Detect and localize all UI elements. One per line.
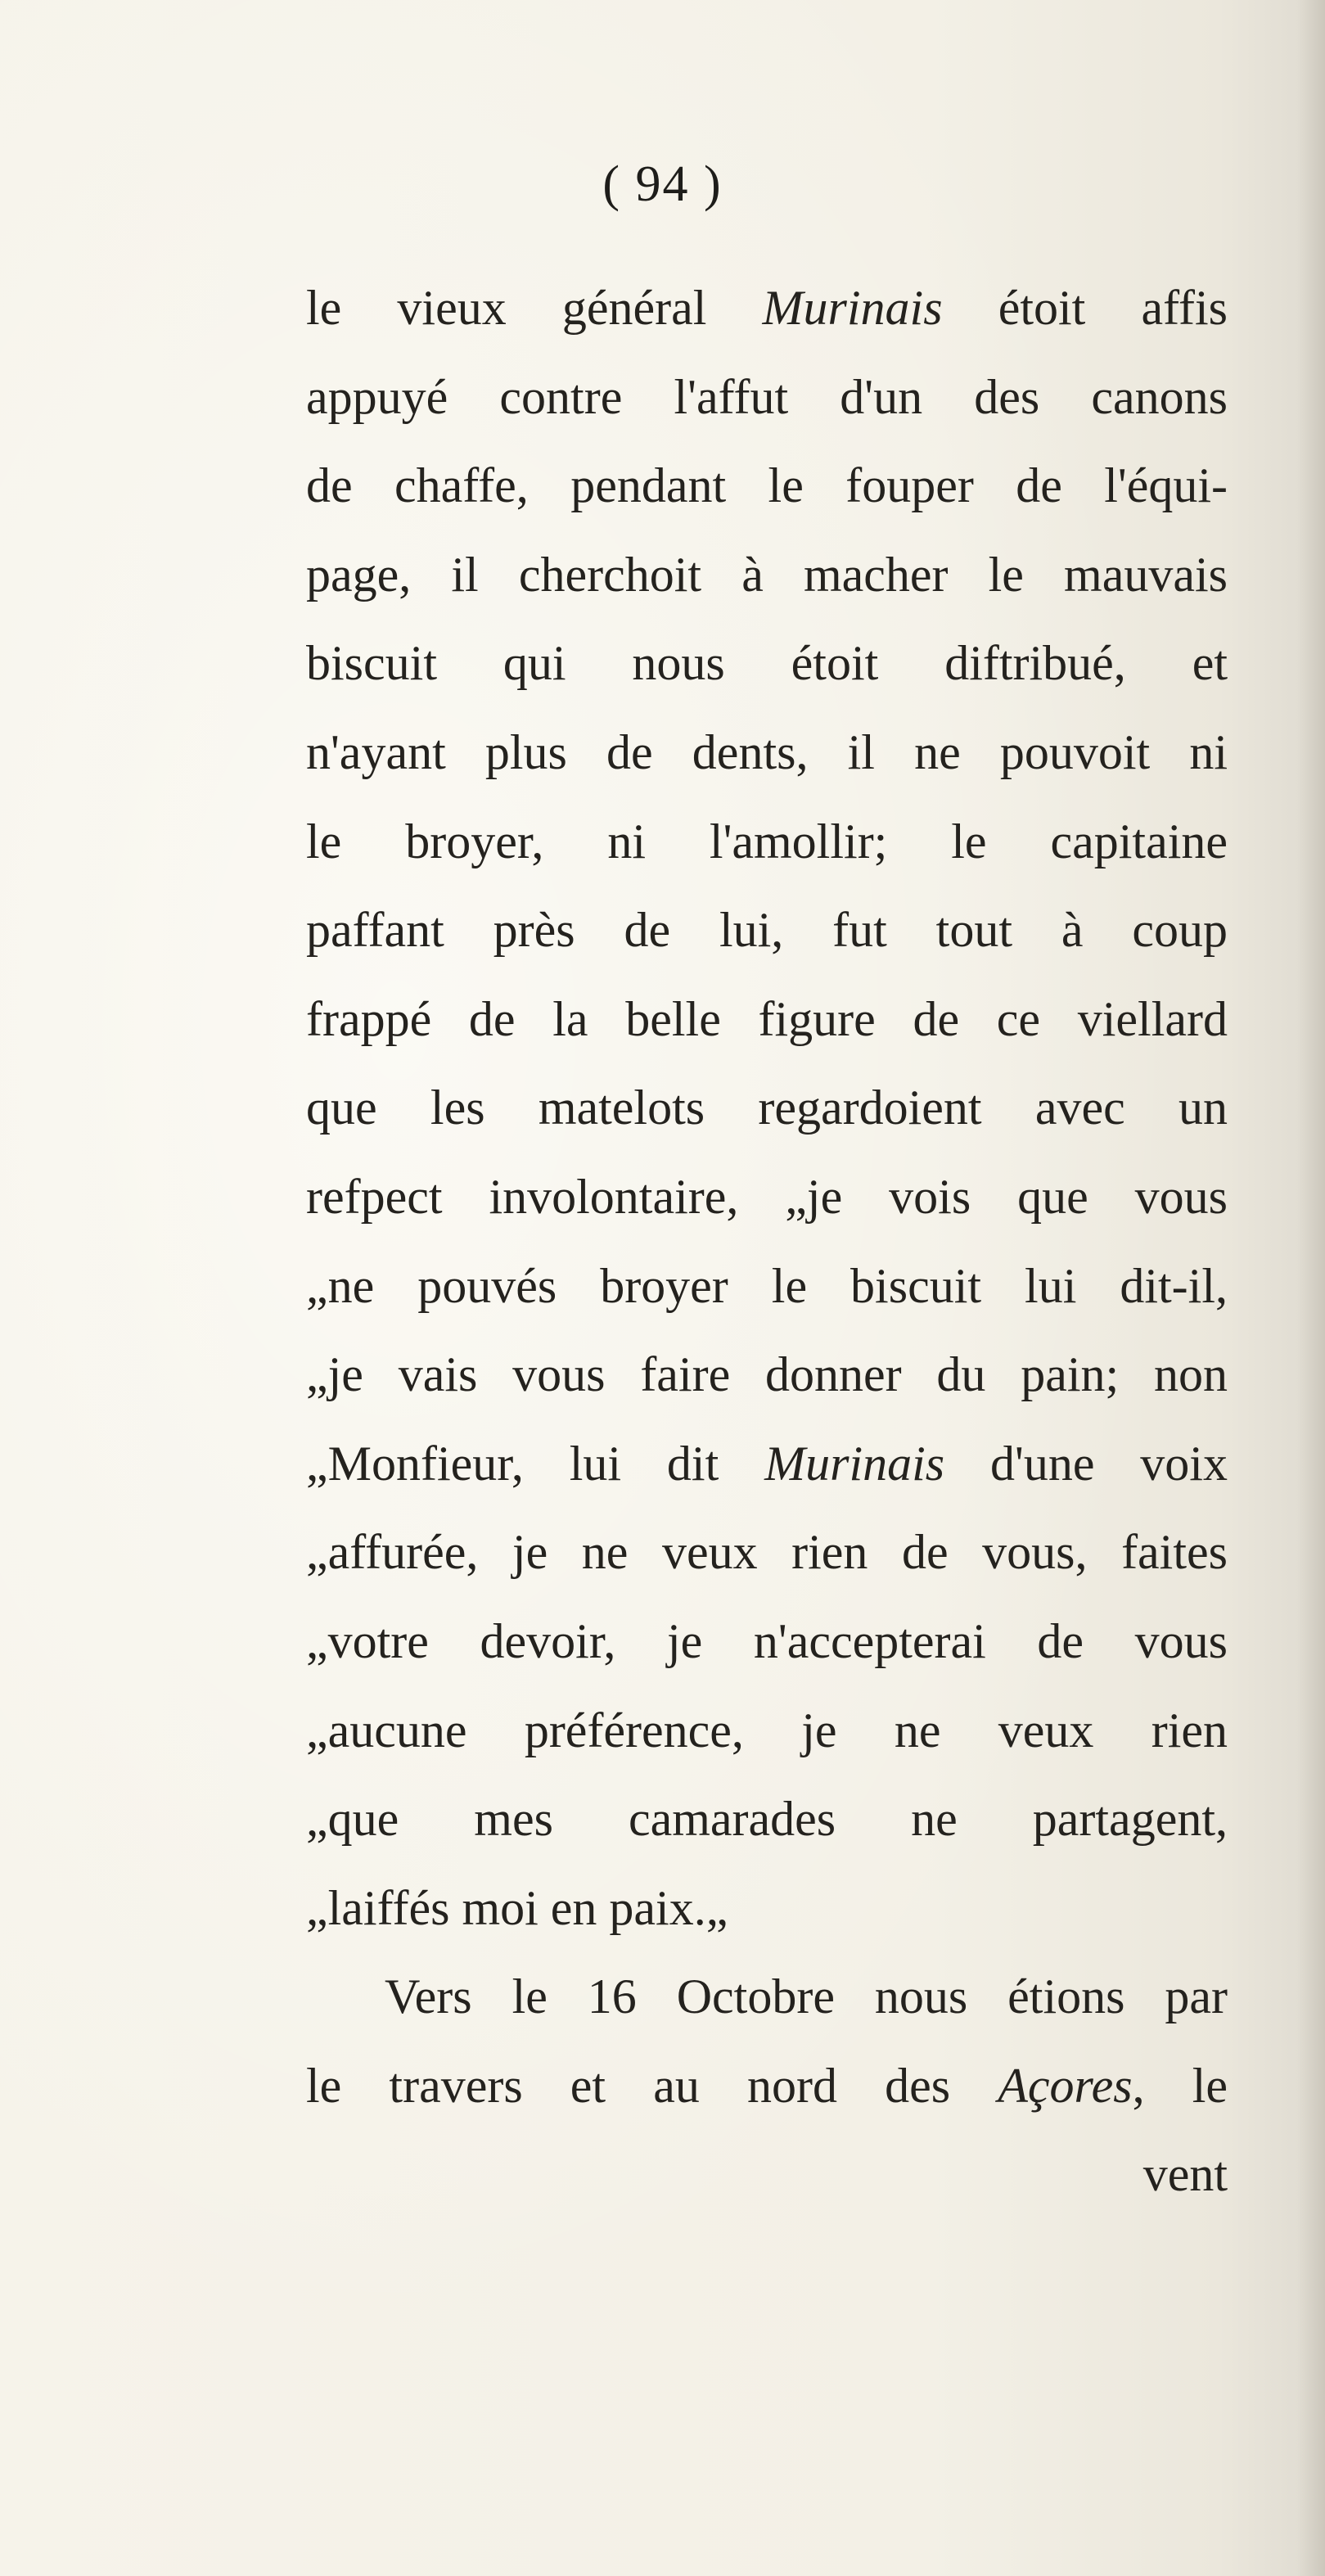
- text-line-9: frappé de la belle figure de ce viellard: [306, 991, 1228, 1046]
- body-text: [306, 264, 1228, 2219]
- text-line-16: „votre devoir, je n'accepterai de vous: [306, 1613, 1228, 1668]
- text-line-20: Vers le 16 Octobre nous étions par: [385, 1969, 1228, 2024]
- text-line-13: „je vais vous faire donner du pain; non: [306, 1347, 1228, 1402]
- text-line-7: le broyer, ni l'amollir; le capitaine: [306, 814, 1228, 868]
- text-line-6: n'ayant plus de dents, il ne pouvoit ni: [306, 724, 1228, 779]
- text-line-5: biscuit qui nous étoit diftribué, et: [306, 636, 1228, 691]
- text-line-3: de chaffe, pendant le fouper de l'équi-: [306, 458, 1228, 513]
- text-line-15: „affurée, je ne veux rien de vous, faites: [306, 1525, 1228, 1580]
- page-edge-shadow: [1297, 0, 1325, 2576]
- text-line-19: „laiffés moi en paix.„: [306, 1880, 728, 1935]
- text-line-8: paffant près de lui, fut tout à coup: [306, 903, 1228, 958]
- text-line-4: page, il cherchoit à macher le mauvais: [306, 547, 1228, 602]
- text-line-21: le travers et au nord des Açores, le: [306, 2058, 1228, 2113]
- text-line-14: „Monfieur, lui dit Murinais d'une voix: [306, 1436, 1228, 1491]
- text-line-1: le vieux général Murinais étoit affis: [306, 281, 1228, 335]
- catchword: vent: [1142, 2147, 1228, 2202]
- text-line-17: „aucune préférence, je ne veux rien: [306, 1703, 1228, 1757]
- page-number: ( 94 ): [602, 156, 723, 212]
- text-line-18: „que mes camarades ne partagent,: [306, 1792, 1228, 1847]
- text-line-12: „ne pouvés broyer le biscuit lui dit-il,: [306, 1258, 1228, 1313]
- text-line-2: appuyé contre l'affut d'un des canons: [306, 369, 1228, 424]
- text-line-10: que les matelots regardoient avec un: [306, 1080, 1228, 1135]
- text-line-11: refpect involontaire, „je vois que vous: [306, 1169, 1228, 1224]
